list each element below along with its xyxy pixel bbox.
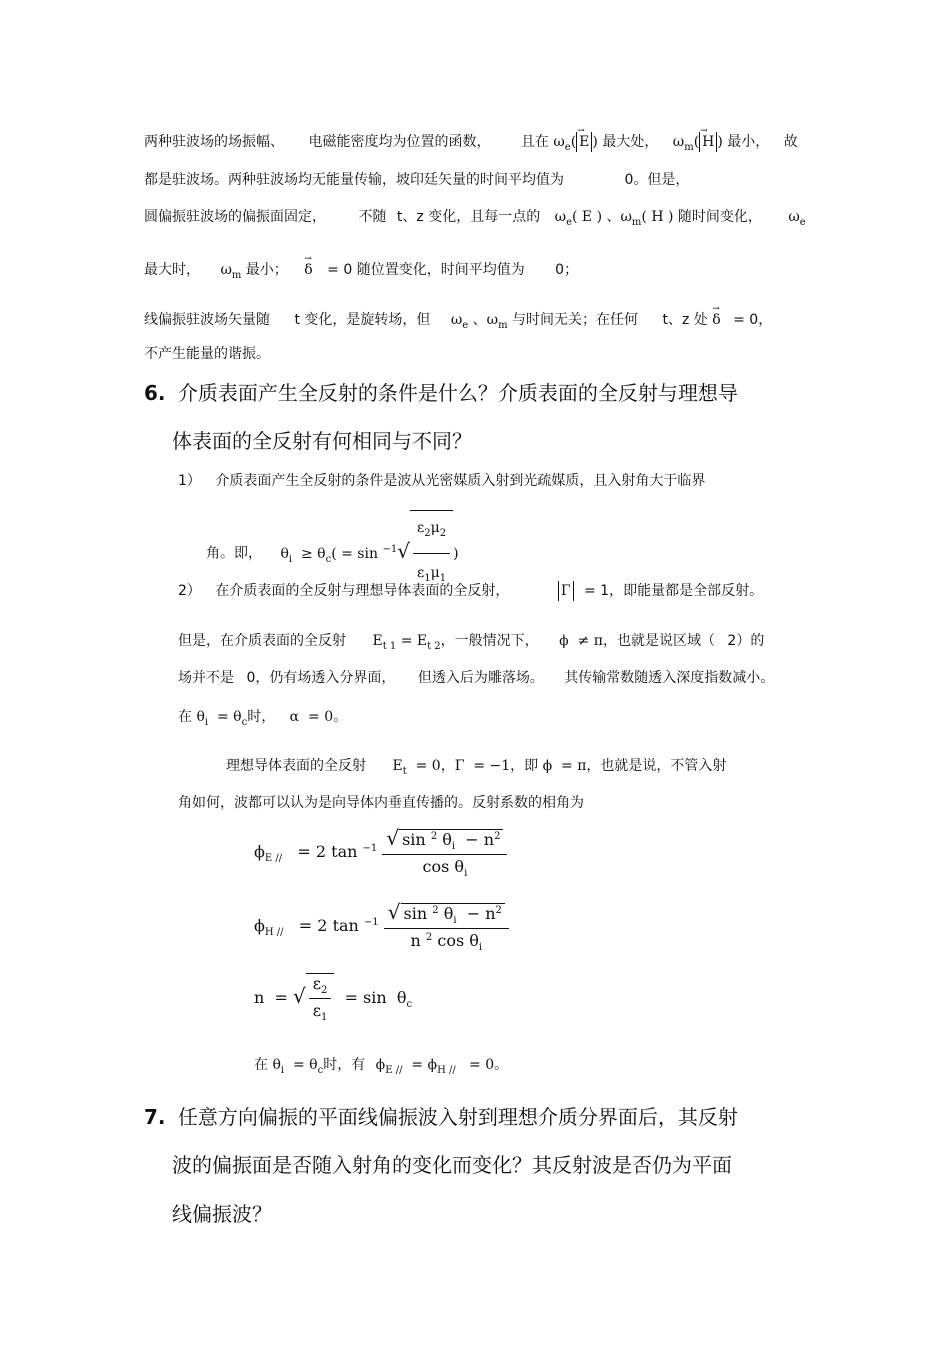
text-line — [144, 171, 689, 189]
math-delta: → δ — [304, 261, 312, 279]
math-delta: → δ — [712, 311, 720, 329]
question-7-line-3: 线偏振波？ — [172, 1202, 272, 1226]
text: 最小； — [245, 262, 288, 278]
text: 两种驻波场的场振幅、 — [144, 134, 284, 150]
question-text: 任意方向偏振的平面线偏振波入射到理想介质分界面后，其反射 — [177, 1105, 738, 1129]
text: 最小， — [727, 134, 770, 150]
text: 线偏振驻波场矢量随 — [144, 312, 270, 328]
text: 在介质表面的全反射与理想导体表面的全反射， — [215, 583, 510, 599]
text-line: 不产生能量的谐振。 — [144, 346, 270, 362]
text-line: 角如何，波都可以认为是向导体内垂直传播的。反射系数的相角为 — [178, 795, 584, 811]
item-number: 1） — [178, 473, 201, 489]
text: 。 — [494, 1057, 509, 1073]
text: 圆偏振驻波场的偏振面固定， — [144, 209, 326, 225]
math-alpha-zero: α = 0 — [289, 709, 334, 725]
math-phi-zero: $\phi_{E //} = \phi_{H //} = 0$ — [375, 1057, 495, 1076]
text: 在 — [178, 709, 192, 725]
text: 角。即， — [206, 545, 262, 562]
text-line — [144, 208, 806, 232]
text: 0，仍有场透入分界面， — [246, 670, 396, 686]
text: t、z 处 — [662, 312, 708, 328]
item-number: 2） — [178, 583, 201, 599]
text: 理想导体表面的全反射 — [226, 758, 366, 774]
text: 时， — [247, 709, 276, 725]
text: 最大时， — [144, 262, 200, 278]
math-Et-zero: $E_t = 0$，Γ = −1 — [392, 758, 511, 777]
text: 场并不是 — [178, 670, 234, 686]
question-number: 7. — [144, 1105, 166, 1129]
math-critical-angle: $\theta_i \ge \theta_c( = \sin ^{-1}√$ $\frac{\varepsilon_2\mu_2}{\varepsilon_1\mu_1}$ ) — [280, 546, 458, 562]
text-line — [254, 1056, 508, 1080]
text: 且在 — [520, 134, 549, 150]
math-theta-i-eq-c: $\theta_i = \theta_c$ — [196, 709, 248, 728]
math-omega-e-m: $\omega_e$ 、$\omega_m$ — [450, 312, 508, 331]
text: 在 — [254, 1057, 268, 1073]
text: 都是驻波场。两种驻波场均无能量传输，坡印廷矢量的时间平均值为 — [144, 172, 564, 188]
text: 时，有 — [323, 1057, 366, 1073]
question-6-line-1 — [144, 380, 738, 406]
math-omega-e: $\omega_e$ — [788, 209, 806, 228]
text: 最大处， — [602, 134, 659, 150]
text: 介质表面产生全反射的条件是波从光密媒质入射到光疏媒质，且入射角大于临界 — [215, 473, 706, 489]
text-line — [178, 669, 774, 687]
formula-phi-E-parallel: $\phi_{E //} = 2$ tan $^{-1}$ $\frac{√ \sin ^2 \theta_i - n^2}{\cos \theta_i}$ — [254, 826, 507, 879]
question-7-line-2: 波的偏振面是否随入射角的变化而变化？其反射波是否仍为平面 — [172, 1153, 732, 1177]
math-omega-e-E: $\omega_e(\to E$ ) — [553, 134, 598, 150]
formula-phi-H-parallel: $\phi_{H //} = 2$ tan $^{-1}$ $\frac{√ \sin ^2 \theta_i - n^2}{n ^2 \cos \theta_i}$ — [254, 900, 509, 953]
math-omega-m: $\omega_m$ — [220, 262, 242, 281]
text: 与时间无关；在任何 — [512, 312, 639, 328]
math-phi-pi: ϕ = π — [542, 758, 587, 774]
text-line — [144, 132, 798, 157]
text: = 0 随位置变化，时间平均值为 — [327, 262, 525, 278]
math-Et: $E_{t 1} = E_{t 2}$ — [372, 633, 441, 652]
text: 。 — [333, 709, 348, 725]
text-line — [226, 757, 726, 781]
text: 其传输常数随透入深度指数减小。 — [564, 670, 775, 686]
text: ，即 — [510, 758, 539, 774]
math-omega-e-m: $\omega_e$( E ) 、$\omega_m$( H ) — [554, 209, 674, 228]
text: ，也就是说区域（ — [602, 633, 715, 649]
text-line — [178, 708, 347, 732]
math-theta-i-eq-c: $\theta_i = \theta_c$ — [272, 1057, 324, 1076]
text: 随时间变化， — [677, 209, 762, 225]
text: = 0， — [733, 312, 773, 328]
formula-n: n = √ $\frac{\varepsilon_2}{\varepsilon_1}$ = $\sin \theta_c$ — [254, 974, 413, 1023]
question-number: 6. — [144, 381, 166, 405]
math-omega-m-H: $\omega_m(\to H$ ) — [673, 134, 723, 150]
math-phi-neq-pi: ϕ ≠ π — [559, 633, 603, 649]
answer-item-2 — [178, 581, 763, 601]
text: 变化，是旋转场，但 — [304, 312, 431, 328]
text: t、z 变化，且每一点的 — [396, 209, 541, 225]
question-7-line-1 — [144, 1104, 738, 1130]
text: 但透入后为雕落场。 — [417, 670, 544, 686]
text-line — [178, 632, 764, 656]
text: 电磁能密度均为位置的函数， — [308, 134, 491, 150]
text-line — [144, 261, 578, 285]
question-6-line-2: 体表面的全反射有何相同与不同？ — [172, 429, 472, 453]
text: = 1，即能量都是全部反射。 — [584, 583, 764, 599]
math-gamma-abs: Γ — [558, 581, 574, 601]
text: 0； — [555, 262, 579, 278]
question-text: 介质表面产生全反射的条件是什么？介质表面的全反射与理想导 — [177, 381, 738, 405]
text: ，一般情况下， — [440, 633, 539, 649]
text-line — [144, 311, 772, 335]
text: 不随 — [358, 209, 387, 225]
text: t — [294, 312, 300, 328]
text: 故 — [783, 134, 798, 150]
text: 但是，在介质表面的全反射 — [178, 633, 346, 649]
text: ，也就是说，不管入射 — [586, 758, 727, 774]
text: 0。但是， — [624, 172, 690, 188]
answer-item-1 — [178, 472, 705, 490]
text: 2）的 — [727, 633, 765, 649]
